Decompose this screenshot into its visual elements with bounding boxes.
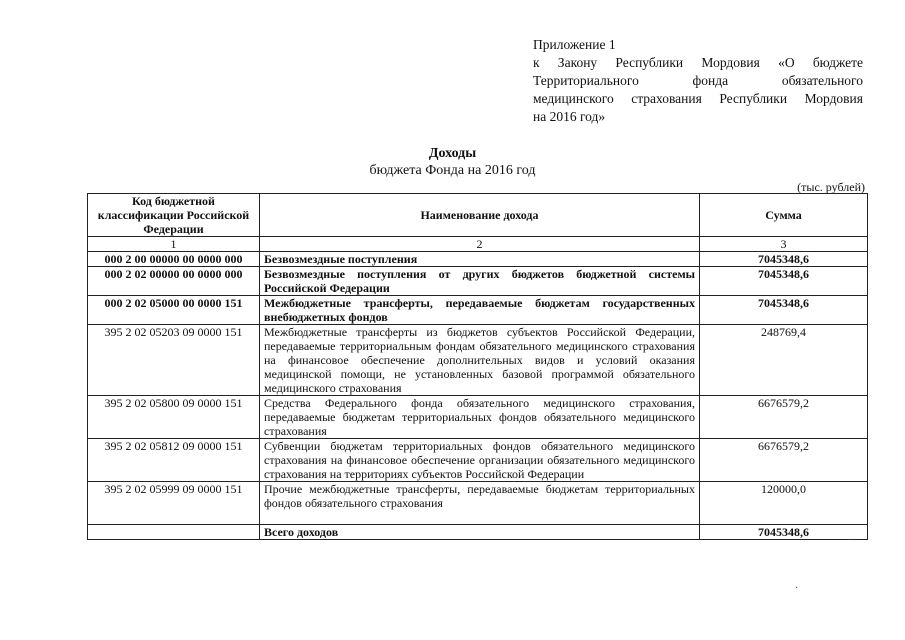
table-row <box>88 267 868 296</box>
header-name: Наименование дохода <box>260 194 700 237</box>
row-code: 395 2 02 05203 09 0000 151 <box>88 325 260 396</box>
row-sum: 7045348,6 <box>700 252 868 267</box>
table-row <box>88 482 868 525</box>
appendix-line: к Закону Республики Мордовия «О бюджете <box>533 55 863 70</box>
row-sum: 6676579,2 <box>700 396 868 439</box>
table-row <box>88 325 868 396</box>
table-row <box>88 252 868 267</box>
appendix-line: Территориального фонда обязательного <box>533 73 863 88</box>
table-total-row <box>88 525 868 540</box>
column-number: 1 <box>88 237 260 252</box>
table-row <box>88 439 868 482</box>
table-row <box>88 296 868 325</box>
total-code <box>88 525 260 540</box>
row-code: 000 2 02 00000 00 0000 000 <box>88 267 260 296</box>
row-name: Средства Федерального фонда обязательного медицинского страхования, передаваемые бюджетам территориальных фондов обязательного медицинского страхования <box>260 396 700 439</box>
appendix-line: Приложение 1 <box>533 37 616 52</box>
document-title: Доходы <box>428 146 477 161</box>
document-subtitle: бюджета Фонда на 2016 год <box>369 163 536 178</box>
row-sum: 7045348,6 <box>700 296 868 325</box>
scan-speck: · <box>795 583 799 594</box>
row-name: Межбюджетные трансферты из бюджетов субъектов Российской Федерации, передаваемые территориальным фондам обязательного медицинского страхования на финансовое обеспечение дополнительных видов и условий оказания медицинской помощи, не установленных базовой программой обязательного медицинского страхования <box>260 325 700 396</box>
total-sum: 7045348,6 <box>700 525 868 540</box>
appendix-line: медицинского страхования Республики Мордовия <box>533 91 863 106</box>
total-name: Всего доходов <box>260 525 700 540</box>
row-code: 395 2 02 05800 09 0000 151 <box>88 396 260 439</box>
appendix-block <box>533 36 863 126</box>
row-name: Прочие межбюджетные трансферты, передаваемые бюджетам территориальных фондов обязательного страхования <box>260 482 700 525</box>
column-number: 2 <box>260 237 700 252</box>
appendix-line: на 2016 год» <box>533 109 606 124</box>
table-header-row <box>88 194 868 237</box>
row-sum: 248769,4 <box>700 325 868 396</box>
row-code: 000 2 00 00000 00 0000 000 <box>88 252 260 267</box>
revenue-table <box>87 193 868 540</box>
row-code: 000 2 02 05000 00 0000 151 <box>88 296 260 325</box>
units-label: (тыс. рублей) <box>797 180 865 194</box>
row-name: Безвозмездные поступления <box>260 252 700 267</box>
column-number: 3 <box>700 237 868 252</box>
header-sum: Сумма <box>700 194 868 237</box>
row-sum: 7045348,6 <box>700 267 868 296</box>
row-name: Безвозмездные поступления от других бюджетов бюджетной системы Российской Федерации <box>260 267 700 296</box>
row-sum: 6676579,2 <box>700 439 868 482</box>
row-name: Субвенции бюджетам территориальных фондов обязательного медицинского страхования на финансовое обеспечение организации обязательного медицинского страхования на территориях субъектов Российской Федерации <box>260 439 700 482</box>
row-sum: 120000,0 <box>700 482 868 525</box>
row-code: 395 2 02 05999 09 0000 151 <box>88 482 260 525</box>
column-numbers-row <box>88 237 868 252</box>
row-name: Межбюджетные трансферты, передаваемые бюджетам государственных внебюджетных фондов <box>260 296 700 325</box>
header-code: Код бюджетной классификации Российской Федерации <box>88 194 260 237</box>
scan-speck: · <box>848 535 852 546</box>
row-code: 395 2 02 05812 09 0000 151 <box>88 439 260 482</box>
table-row <box>88 396 868 439</box>
